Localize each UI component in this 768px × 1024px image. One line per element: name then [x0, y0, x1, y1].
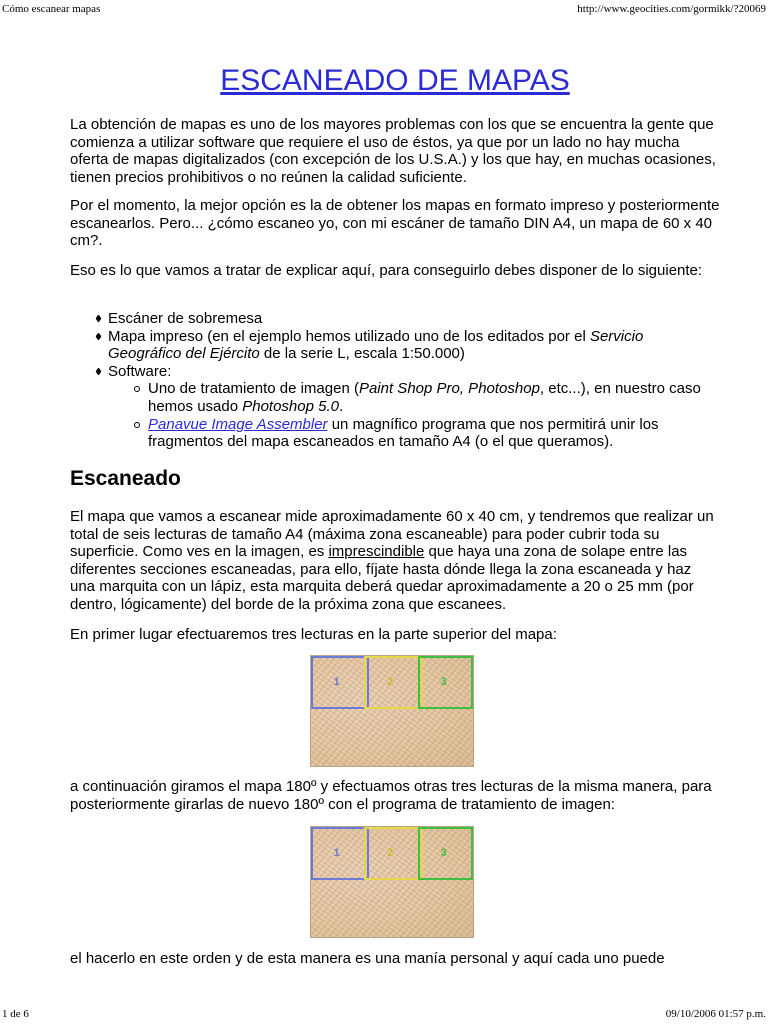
sub-item-text-pre: Uno de tratamiento de imagen (: [148, 380, 359, 398]
sub-item-emphasis-2: Photoshop 5.0: [242, 397, 339, 415]
scan-zone-1: [311, 656, 369, 709]
scan-number: 1: [333, 846, 340, 859]
order-paragraph: el hacerlo en este orden y de esta manera es una manía personal y aquí cada uno puede: [70, 950, 665, 967]
page-number: 1 de 6: [2, 1008, 29, 1020]
third-paragraph: Eso es lo que vamos a tratar de explicar aquí, para conseguirlo debes disponer de lo siguiente:: [70, 262, 703, 279]
scan-number: 2: [387, 846, 394, 859]
list-item-text-post: de la serie L, escala 1:50.000): [259, 345, 465, 363]
list-item-text: Escáner de sobremesa: [108, 310, 263, 327]
scan-zone-2: [364, 656, 422, 709]
panavue-link[interactable]: Panavue Image Assembler: [148, 415, 328, 433]
print-header-title: Cómo escanear mapas: [2, 3, 101, 15]
intro-paragraph: La obtención de mapas es uno de los mayores problemas con los que se encuentra la gente que comienza a utilizar software que requiere el uso de éstos, ya que por un lado no hay mucha oferta de mapas digitalizados (con excepción de los U.S.A.) y los que hay, en muchas ocasiones, tienen precios prohibitivos o no reúnen la calidad suficiente.: [70, 116, 716, 186]
sub-item-text-post: .: [338, 397, 344, 415]
sub-item-emphasis: Paint Shop Pro, Photoshop: [358, 380, 540, 398]
sub-list-item: [70, 416, 720, 451]
map-image-rotated: [310, 826, 474, 938]
map-image-top: [310, 655, 474, 767]
list-item-text-pre: Mapa impreso (en el ejemplo hemos utilizado uno de los editados por el: [108, 327, 590, 345]
print-footer: [0, 1008, 768, 1022]
scanning-text-pre: El mapa que vamos a escanear mide aproximadamente 60 x 40 cm, y tendremos que realizar un total de seis lecturas de tamaño A4 (máxima zona escaneable) para poder cubrir toda su superficie. Como ves en la imagen, es: [70, 508, 714, 561]
scanning-paragraph: [70, 508, 720, 614]
first-scan-paragraph: En primer lugar efectuaremos tres lecturas en la parte superior del mapa:: [70, 626, 557, 643]
page-title: ESCANEADO DE MAPAS: [220, 64, 570, 97]
sub-item-text-mid: , etc...), en nuestro caso hemos usado: [148, 380, 701, 415]
list-item: [70, 310, 720, 328]
scan-zone-1: [311, 827, 369, 880]
second-paragraph: Por el momento, la mejor opción es la de obtener los mapas en formato impreso y posteriormente escanearlos. Pero... ¿cómo escaneo yo, con mi escáner de tamaño DIN A4, un mapa de 60 x 40 cm?.: [70, 197, 720, 250]
list-item: [70, 363, 720, 381]
sub-list-item: [70, 380, 720, 415]
print-header: [0, 3, 768, 17]
scanning-text-post: que haya una zona de solape entre las diferentes secciones escaneadas, para ello, fíjate hasta dónde llega la zona escaneada y haz una marquita con un lápiz, esta marquita deberá quedar aproximadamente a 20 o 25 mm (por dentro, lógicamente) del borde de la próxima zona que escanees.: [70, 543, 694, 613]
print-header-url: http://www.geocities.com/gormikk/?20069: [577, 3, 766, 15]
list-item: [70, 328, 720, 363]
requirements-list: [70, 310, 720, 451]
section-heading: Escaneado: [70, 467, 181, 490]
sub-item-text-post: un magnífico programa que nos permitirá unir los fragmentos del mapa escaneados en tamaño A4 (o el que queramos).: [148, 415, 659, 451]
underlined-word: imprescindible: [328, 543, 425, 561]
list-item-text: Software:: [108, 362, 172, 380]
scan-number: 3: [440, 846, 447, 859]
print-timestamp: 09/10/2006 01:57 p.m.: [665, 1008, 766, 1020]
scan-zone-2: [364, 827, 422, 880]
list-item-emphasis: Servicio Geográfico del Ejército: [108, 327, 644, 363]
scan-number: 1: [333, 675, 340, 688]
bullet-icon: [95, 367, 101, 375]
circle-bullet-icon: [134, 422, 140, 428]
bullet-icon: [95, 332, 101, 340]
bullet-icon: [95, 314, 101, 322]
circle-bullet-icon: [134, 386, 140, 392]
scan-number: 3: [440, 675, 447, 688]
scan-number: 2: [387, 675, 394, 688]
rotate-paragraph: a continuación giramos el mapa 180º y efectuamos otras tres lecturas de la misma manera, para posteriormente girarlas de nuevo 180º con el programa de tratamiento de imagen:: [70, 778, 712, 813]
